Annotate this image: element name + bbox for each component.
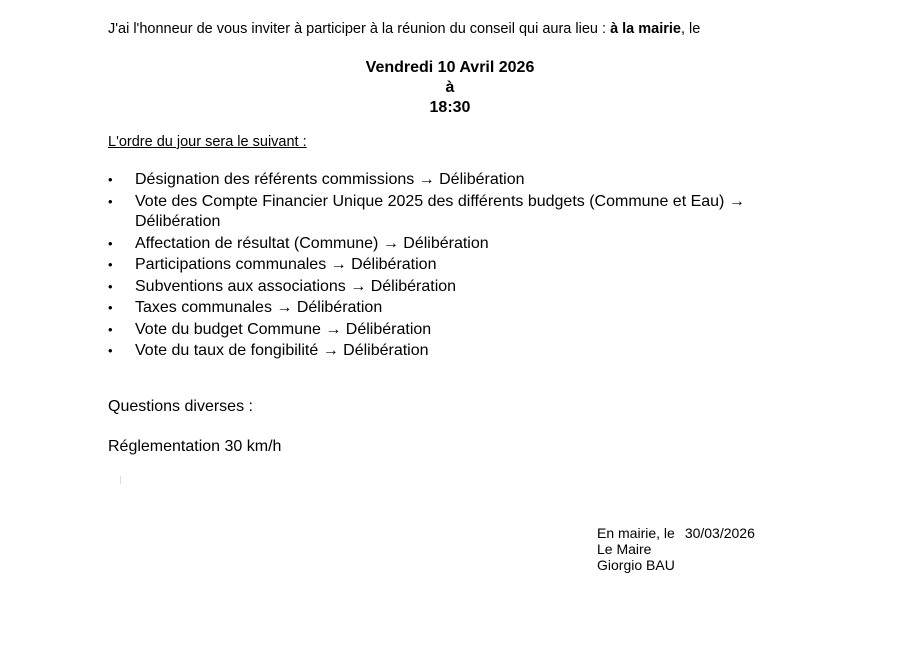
agenda-item-text: Désignation des référents commissions → Délibération [135,171,525,188]
bullet-icon: • [108,235,113,251]
agenda-item [108,320,808,341]
signature-name: Giorgio BAU [597,557,675,573]
agenda-list [108,170,808,363]
agenda-item-text: Taxes communales → Délibération [135,299,383,316]
agenda-item-text: Vote des Compte Financier Unique 2025 des différents budgets (Commune et Eau) → Délibération [135,192,745,230]
agenda-item [108,192,808,233]
agenda-item [108,234,808,255]
agenda-item [108,298,808,319]
signature-title: Le Maire [597,541,652,557]
agenda-item-text: Vote du taux de fongibilité → Délibération [135,342,429,359]
agenda-item [108,170,808,191]
meeting-location: à la mairie [610,21,681,37]
meeting-time: 18:30 [429,99,471,116]
agenda-heading: L'ordre du jour sera le suivant : [108,134,307,150]
signature-date: 30/03/2026 [684,525,755,541]
agenda-item-text: Vote du budget Commune → Délibération [135,320,432,338]
intro-text-after: , le [681,21,701,37]
agenda-item-text: Affectation de résultat (Commune) → Délibération [135,234,489,252]
agenda-item [108,277,808,298]
signature-block [597,525,755,573]
meeting-connector: à [445,79,455,96]
bullet-icon: • [108,172,113,187]
agenda-item [108,255,808,276]
meeting-date: Vendredi 10 Avril 2026 [365,59,535,76]
bullet-icon: • [108,193,113,209]
bullet-icon: • [108,300,113,315]
questions-heading: Questions diverses : [108,398,253,415]
bullet-icon: • [108,321,113,337]
intro-text-before: J'ai l'honneur de vous inviter à participer à la réunion du conseil qui aura lieu : [108,21,611,37]
agenda-item [108,341,808,362]
bullet-icon: • [108,278,113,294]
bullet-icon: • [108,343,113,358]
agenda-item-text: Participations communales → Délibération [135,256,437,273]
signature-place-label: En mairie, le [597,525,675,541]
meeting-date-block [0,58,900,118]
signature-place-line [597,525,755,541]
questions-item: Réglementation 30 km/h [108,438,282,455]
faint-mark [120,476,121,484]
agenda-item-text: Subventions aux associations → Délibération [135,277,457,295]
bullet-icon: • [108,257,113,272]
invitation-intro [108,21,700,37]
